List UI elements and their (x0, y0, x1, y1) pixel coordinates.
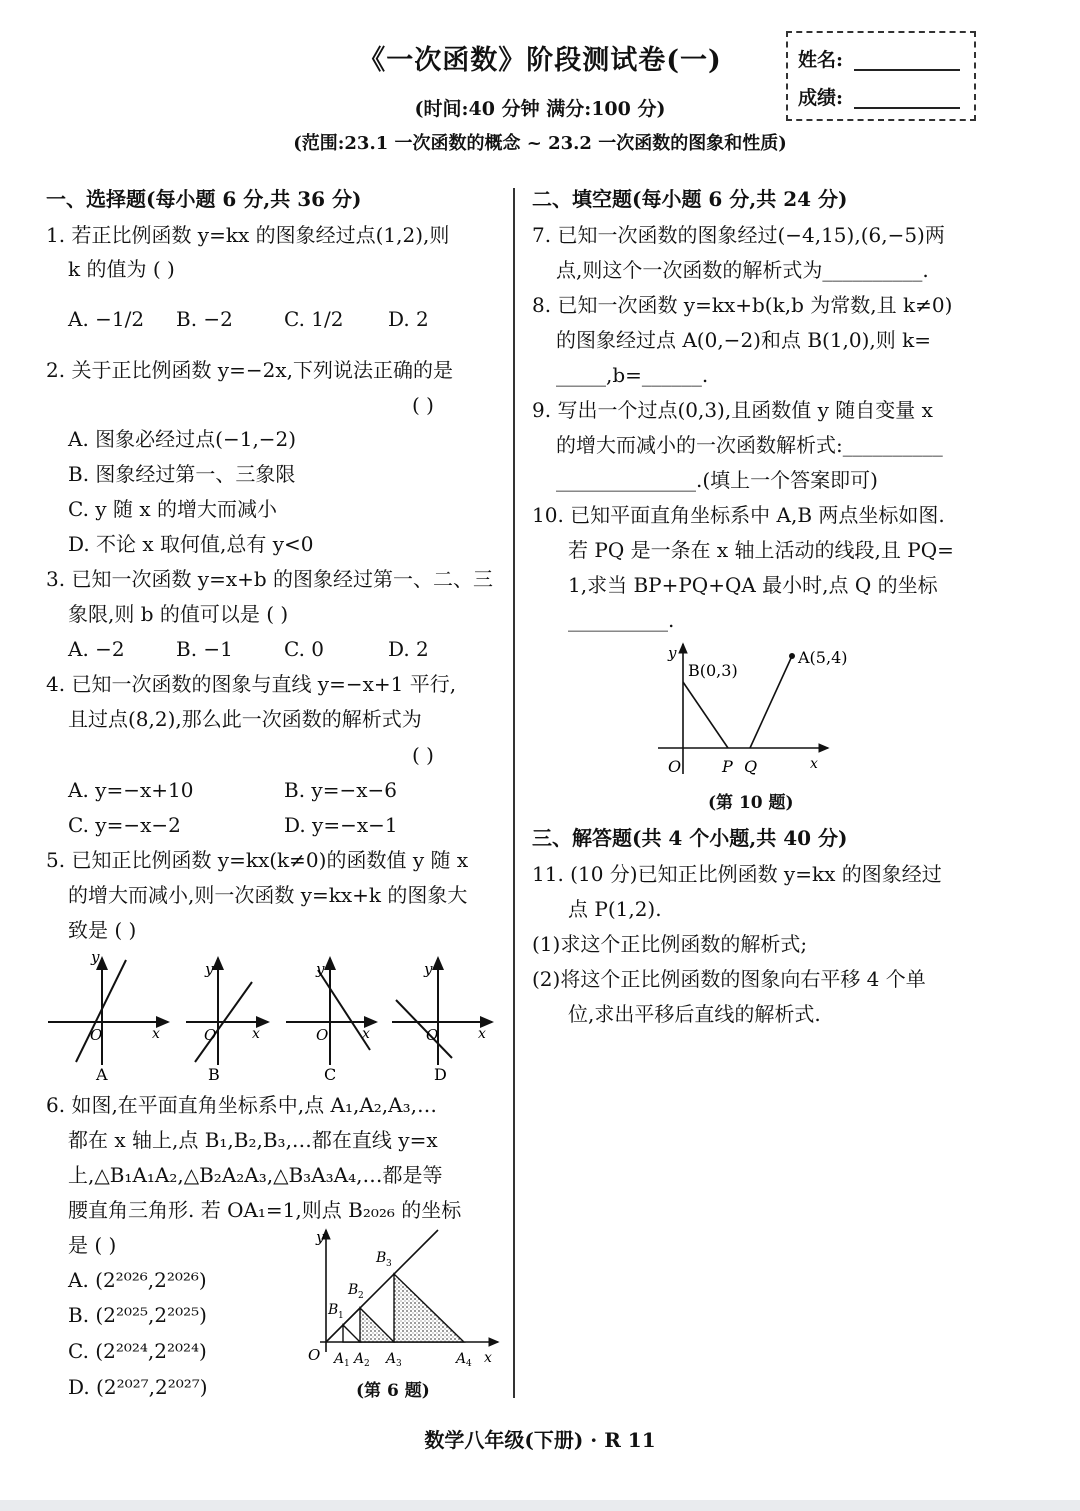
svg-text:O: O (426, 1026, 439, 1044)
q6-option-c[interactable]: C. (2²⁰²⁴,2²⁰²⁴) (68, 1339, 207, 1363)
q10-line1: 10. 已知平面直角坐标系中 A,B 两点坐标如图. (532, 503, 945, 527)
q4-option-a[interactable]: A. y=−x+10 (68, 778, 194, 802)
q2-option-a[interactable]: A. 图象必经过点(−1,−2) (68, 427, 297, 451)
score-field[interactable] (854, 85, 960, 109)
q5-graph-label-d: D (434, 1065, 447, 1084)
point-q-label: Q (744, 757, 758, 776)
svg-text:O: O (308, 1346, 321, 1364)
q8-line1: 8. 已知一次函数 y=kx+b(k,b 为常数,且 k≠0) (532, 293, 953, 317)
q6-caption: (第 6 题) (356, 1381, 430, 1401)
svg-text:B: B (348, 1282, 359, 1298)
svg-text:2: 2 (358, 1291, 364, 1301)
svg-text:O: O (204, 1026, 217, 1044)
q4-line1: 4. 已知一次函数的图象与直线 y=−x+1 平行, (46, 672, 457, 696)
q2-option-b[interactable]: B. 图象经过第一、三象限 (68, 462, 296, 486)
q5-graph-d[interactable] (392, 958, 492, 1084)
section-fill-heading: 二、填空题(每小题 6 分,共 24 分) (532, 187, 848, 211)
svg-text:3: 3 (396, 1359, 402, 1369)
svg-text:1: 1 (344, 1359, 350, 1369)
page-title: 《一次函数》阶段测试卷(一) (358, 45, 722, 76)
q4-line2: 且过点(8,2),那么此一次函数的解析式为 (68, 707, 422, 731)
section-answer-heading: 三、解答题(共 4 个小题,共 40 分) (532, 826, 848, 850)
name-score-box (786, 31, 976, 121)
svg-text:B: B (376, 1250, 387, 1266)
q4-option-c[interactable]: C. y=−x−2 (68, 813, 181, 837)
q9-line2[interactable]: 的增大而减小的一次函数解析式:__________ (556, 433, 943, 457)
q2-answer-bracket: ( ) (412, 393, 434, 417)
q5-graph-b[interactable] (186, 958, 268, 1084)
name-field[interactable] (854, 47, 960, 71)
q11-part2-line2: 位,求出平移后直线的解析式. (568, 1002, 821, 1026)
svg-text:B: B (328, 1302, 339, 1318)
q6-option-a[interactable]: A. (2²⁰²⁶,2²⁰²⁶) (68, 1268, 207, 1292)
svg-text:y: y (91, 948, 100, 966)
q7-line1: 7. 已知一次函数的图象经过(−4,15),(6,−5)两 (532, 223, 945, 247)
svg-text:x: x (810, 756, 818, 772)
q2-option-d[interactable]: D. 不论 x 取何值,总有 y<0 (68, 532, 314, 556)
q6-line3: 上,△B₁A₁A₂,△B₂A₂A₃,△B₃A₃A₄,…都是等 (68, 1163, 443, 1187)
q6-line5: 是 ( ) (68, 1233, 117, 1257)
svg-text:x: x (362, 1026, 370, 1042)
score-label: 成绩: (798, 87, 844, 109)
q11-part1: (1)求这个正比例函数的解析式; (532, 932, 808, 956)
q11-line2: 点 P(1,2). (568, 897, 662, 921)
q11-part2-line1: (2)将这个正比例函数的图象向右平移 4 个单 (532, 967, 926, 991)
svg-text:O: O (316, 1026, 329, 1044)
q10-figure (650, 638, 848, 780)
svg-text:y: y (316, 960, 325, 978)
q1-line1: 1. 若正比例函数 y=kx 的图象经过点(1,2),则 (46, 223, 450, 247)
svg-text:2: 2 (364, 1359, 370, 1369)
q6-option-d[interactable]: D. (2²⁰²⁷,2²⁰²⁷) (68, 1375, 208, 1399)
column-divider (513, 188, 515, 1398)
svg-text:3: 3 (386, 1259, 392, 1269)
q10-line2: 若 PQ 是一条在 x 轴上活动的线段,且 PQ= (568, 538, 954, 562)
bottom-bar (0, 1500, 1080, 1511)
point-b-label: B(0,3) (688, 661, 738, 680)
svg-text:O: O (668, 757, 682, 776)
svg-text:y: y (316, 1228, 325, 1246)
q3-option-c[interactable]: C. 0 (284, 637, 325, 661)
q7-line2[interactable]: 点,则这个一次函数的解析式为__________. (556, 258, 929, 282)
q5-line1: 5. 已知正比例函数 y=kx(k≠0)的函数值 y 随 x (46, 848, 469, 872)
q9-line1: 9. 写出一个过点(0,3),且函数值 y 随自变量 x (532, 398, 933, 422)
q5-graphs (40, 950, 500, 1085)
q5-line2: 的增大而减小,则一次函数 y=kx+k 的图象大 (68, 883, 468, 907)
page-footer: 数学八年级(下册) · R 11 (424, 1428, 656, 1452)
q5-graph-label-b: B (208, 1065, 220, 1084)
q11-line1: 11. (10 分)已知正比例函数 y=kx 的图象经过 (532, 862, 942, 886)
q5-line3: 致是 ( ) (68, 918, 137, 942)
svg-text:A: A (354, 1351, 365, 1367)
q1-line2: k 的值为 ( ) (68, 257, 175, 281)
q3-option-a[interactable]: A. −2 (68, 637, 125, 661)
q10-caption: (第 10 题) (708, 793, 794, 813)
q10-line4[interactable]: __________. (568, 608, 675, 632)
q4-option-d[interactable]: D. y=−x−1 (284, 813, 398, 837)
q3-line2: 象限,则 b 的值可以是 ( ) (68, 602, 289, 626)
q9-line3[interactable]: ______________.(填上一个答案即可) (556, 468, 878, 492)
q6-line2: 都在 x 轴上,点 B₁,B₂,B₃,…都在直线 y=x (68, 1128, 438, 1152)
q6-line1: 6. 如图,在平面直角坐标系中,点 A₁,A₂,A₃,… (46, 1093, 437, 1117)
q1-option-c[interactable]: C. 1/2 (284, 307, 344, 331)
svg-text:x: x (152, 1026, 160, 1042)
q6-figure (298, 1222, 503, 1372)
q2-option-c[interactable]: C. y 随 x 的增大而减小 (68, 497, 277, 521)
svg-text:A: A (386, 1351, 397, 1367)
svg-text:y: y (205, 960, 214, 978)
svg-text:O: O (90, 1026, 103, 1044)
svg-text:x: x (484, 1350, 492, 1366)
q1-option-b[interactable]: B. −2 (176, 307, 233, 331)
svg-text:x: x (478, 1026, 486, 1042)
exam-range: (范围:23.1 一次函数的概念 ~ 23.2 一次函数的图象和性质) (293, 133, 787, 154)
q2-line1: 2. 关于正比例函数 y=−2x,下列说法正确的是 (46, 358, 453, 382)
q3-line1: 3. 已知一次函数 y=x+b 的图象经过第一、二、三 (46, 567, 494, 591)
point-a-label: A(5,4) (798, 648, 848, 667)
svg-text:y: y (424, 960, 433, 978)
q1-option-d[interactable]: D. 2 (388, 307, 429, 331)
q4-answer-bracket: ( ) (412, 743, 434, 767)
q4-option-b[interactable]: B. y=−x−6 (284, 778, 397, 802)
q5-graph-a[interactable] (48, 948, 168, 1084)
q3-option-d[interactable]: D. 2 (388, 637, 429, 661)
q10-line3: 1,求当 BP+PQ+QA 最小时,点 Q 的坐标 (568, 573, 938, 597)
svg-text:A: A (334, 1351, 345, 1367)
svg-text:1: 1 (338, 1311, 344, 1321)
time-score-info: (时间:40 分钟 满分:100 分) (414, 98, 666, 120)
q5-graph-label-c: C (324, 1065, 337, 1084)
q6-line4: 腰直角三角形. 若 OA₁=1,则点 B₂₀₂₆ 的坐标 (68, 1198, 462, 1222)
q1-option-a[interactable]: A. −1/2 (68, 307, 145, 331)
svg-text:A: A (456, 1351, 467, 1367)
q8-line2: 的图象经过点 A(0,−2)和点 B(1,0),则 k= (556, 328, 932, 352)
svg-text:y: y (668, 644, 677, 662)
q6-option-b[interactable]: B. (2²⁰²⁵,2²⁰²⁵) (68, 1303, 207, 1327)
q3-option-b[interactable]: B. −1 (176, 637, 233, 661)
svg-text:4: 4 (466, 1359, 472, 1369)
name-label: 姓名: (798, 49, 844, 71)
point-p-label: P (722, 757, 733, 776)
q5-graph-c[interactable] (286, 958, 376, 1084)
svg-text:x: x (252, 1026, 260, 1042)
q8-line3[interactable]: _____,b=______. (556, 363, 709, 387)
q5-graph-label-a: A (96, 1065, 108, 1084)
section-choice-heading: 一、选择题(每小题 6 分,共 36 分) (46, 187, 362, 211)
